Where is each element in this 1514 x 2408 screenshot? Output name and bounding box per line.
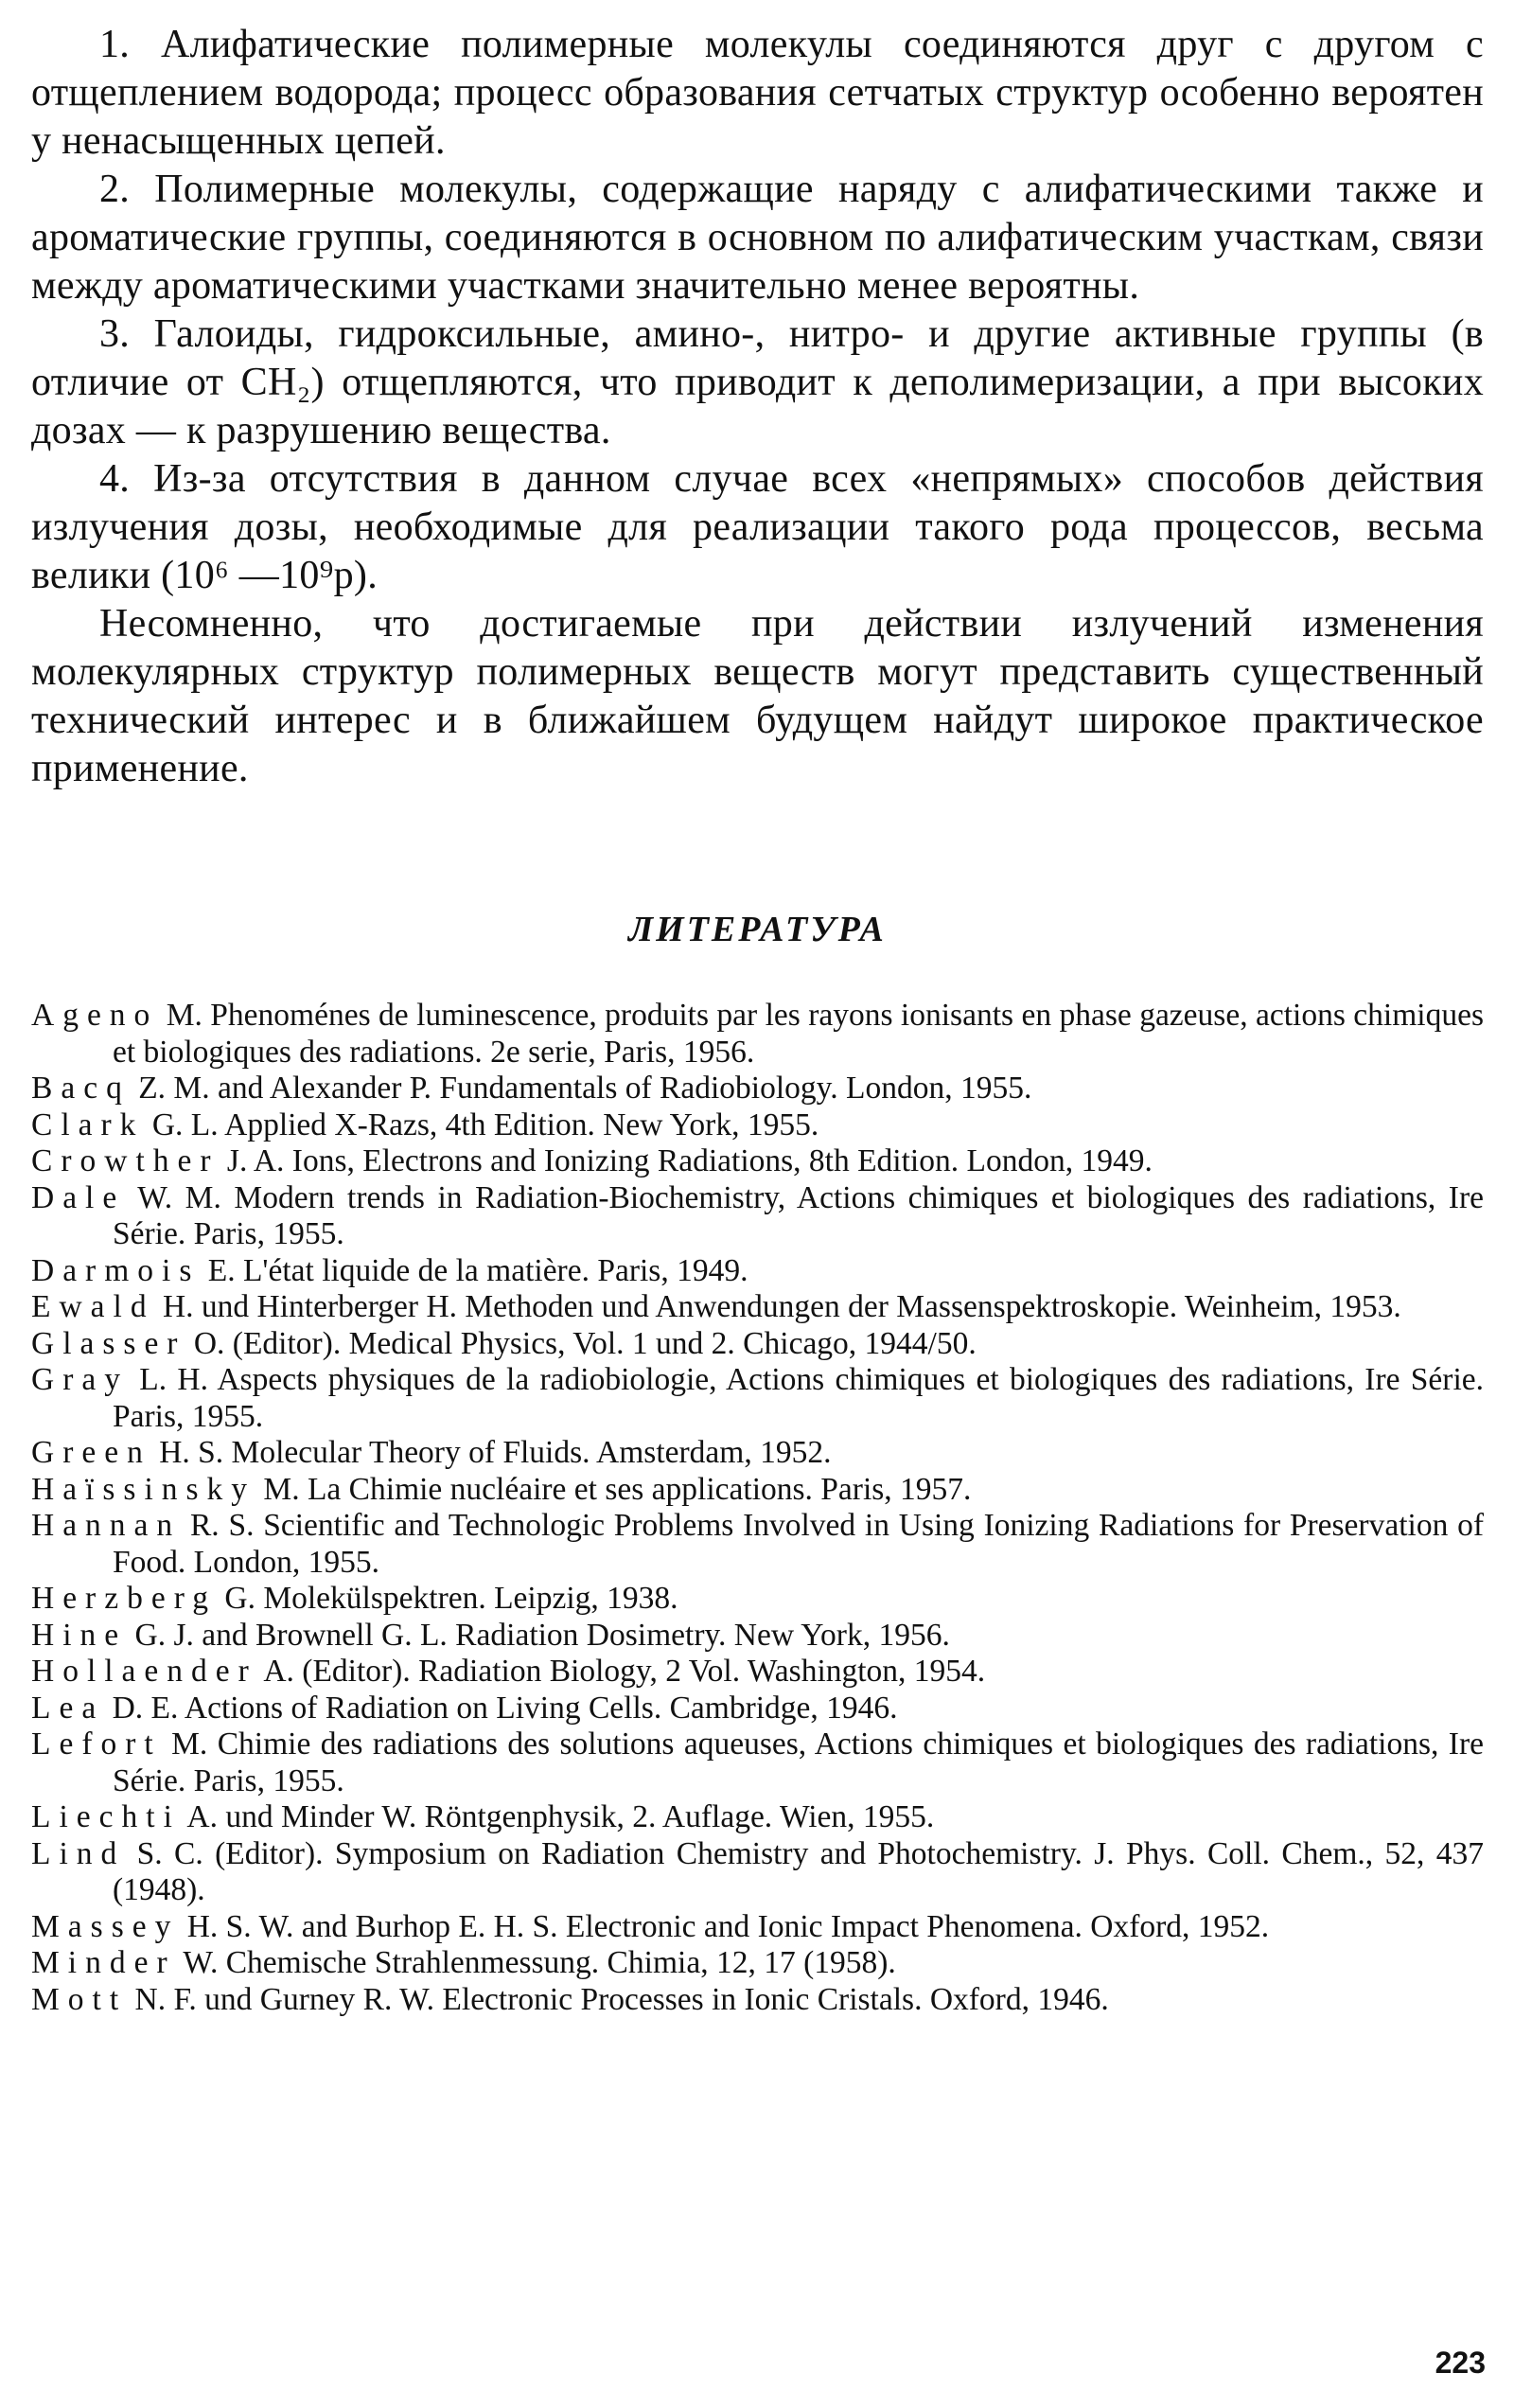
reference-item: [31, 1289, 1484, 1326]
reference-author: Herzberg: [31, 1581, 218, 1616]
reference-item: [31, 998, 1484, 1071]
reference-author: Green: [31, 1435, 151, 1470]
reference-item: [31, 1945, 1484, 1982]
reference-text: G. J. and Brownell G. L. Radiation Dosimetry. New York, 1956.: [127, 1617, 950, 1653]
reference-author: Hannan: [31, 1508, 182, 1543]
reference-item: [31, 1909, 1484, 1946]
reference-author: Bacq: [31, 1071, 131, 1106]
reference-text: O. (Editor). Medical Physics, Vol. 1 und 2. Chicago, 1944/50.: [185, 1325, 977, 1361]
page-content: [31, 21, 1484, 2018]
reference-item: [31, 1508, 1484, 1581]
reference-text: M. La Chimie nucléaire et ses applications. Paris, 1957.: [255, 1471, 972, 1507]
reference-text: H. S. W. and Burhop E. H. S. Electronic and Ionic Impact Phenomena. Oxford, 1952.: [179, 1908, 1270, 1944]
reference-text: W. M. Modern trends in Radiation-Biochemistry, Actions chimiques et biologiques des radiations, Ire Série. Paris, 1955.: [113, 1179, 1484, 1251]
reference-author: Dale: [31, 1179, 126, 1215]
reference-text: J. A. Ions, Electrons and Ionizing Radiations, 8th Edition. London, 1949.: [219, 1143, 1153, 1178]
reference-item: [31, 1654, 1484, 1691]
paragraph-2: 2. Полимерные молекулы, содержащие наряду с алифатическими также и ароматические группы, соединяются в основном по алифатическим участкам, связи между ароматическими участками значительно менее вероятны.: [31, 168, 1484, 308]
reference-item: [31, 1362, 1484, 1435]
reference-text: W. Chemische Strahlenmessung. Chimia, 12, 17 (1958).: [175, 1945, 896, 1980]
reference-item: [31, 1691, 1484, 1727]
paragraph-4: 4. Из-за отсутствия в данном случае всех «непрямых» способов действия излучения дозы, необходимые для реализации такого рода процессов, весьма велики (10⁶ —10⁹р).: [31, 457, 1484, 597]
reference-text: S. C. (Editor). Symposium on Radiation Chemistry and Photochemistry. J. Phys. Coll. Chem., 52, 437 (1948).: [113, 1835, 1484, 1907]
literature-title: ЛИТЕРАТУРА: [628, 910, 887, 949]
reference-author: Minder: [31, 1945, 176, 1980]
reference-item: [31, 1618, 1484, 1655]
reference-item: [31, 1253, 1484, 1290]
reference-text: A. (Editor). Radiation Biology, 2 Vol. Washington, 1954.: [256, 1654, 986, 1689]
reference-author: Haïssinsky: [31, 1471, 256, 1507]
reference-item: [31, 1836, 1484, 1909]
reference-author: Lefort: [31, 1726, 162, 1762]
reference-author: Lea: [31, 1690, 105, 1726]
reference-author: Massey: [31, 1908, 180, 1944]
reference-text: D. E. Actions of Radiation on Living Cells. Cambridge, 1946.: [104, 1690, 898, 1726]
reference-text: G. Molekülspektren. Leipzig, 1938.: [217, 1581, 678, 1616]
reference-author: Glasser: [31, 1325, 186, 1361]
reference-text: N. F. und Gurney R. W. Electronic Processes in Ionic Cristals. Oxford, 1946.: [127, 1981, 1109, 2017]
reference-author: Hollaender: [31, 1654, 257, 1689]
reference-author: Crowther: [31, 1143, 220, 1178]
reference-author: Mott: [31, 1981, 128, 2017]
paragraph-1: 1. Алифатические полимерные молекулы соединяются друг с другом с отщеплением водорода; процесс образования сетчатых структур особенно вероятен у ненасыщенных цепей.: [31, 23, 1484, 163]
reference-item: [31, 1726, 1484, 1799]
reference-author: Clark: [31, 1107, 145, 1142]
reference-text: E. L'état liquide de la matière. Paris, 1949.: [200, 1252, 748, 1288]
reference-item: [31, 1472, 1484, 1509]
reference-author: Gray: [31, 1362, 129, 1397]
reference-item: [31, 1326, 1484, 1363]
reference-text: H. und Hinterberger H. Methoden und Anwendungen der Massenspektroskopie. Weinheim, 1953.: [154, 1289, 1401, 1324]
reference-item: [31, 1435, 1484, 1472]
paragraph-3: 3. Галоиды, гидроксильные, амино-, нитро- и другие активные группы (в отличие от CH₂) отщепляются, что приводит к деполимеризации, а при высоких дозах — к разрушению вещества.: [31, 312, 1484, 452]
reference-item: [31, 1143, 1484, 1180]
reference-item: [31, 1180, 1484, 1253]
reference-list: [31, 998, 1484, 2018]
page-number: 223: [1435, 2346, 1486, 2380]
reference-text: G. L. Applied X-Razs, 4th Edition. New York, 1955.: [144, 1107, 819, 1142]
body-text: [31, 21, 1484, 793]
reference-text: A. und Minder W. Röntgenphysik, 2. Auflage. Wien, 1955.: [180, 1799, 935, 1834]
reference-author: Darmois: [31, 1252, 201, 1288]
reference-item: [31, 1071, 1484, 1107]
reference-item: [31, 1982, 1484, 2019]
reference-item: [31, 1581, 1484, 1618]
reference-author: Lind: [31, 1835, 126, 1871]
reference-author: Liechti: [31, 1799, 181, 1834]
reference-text: M. Phenoménes de luminescence, produits par les rayons ionisants en phase gazeuse, actions chimiques et biologiques des radiations. 2e serie, Paris, 1956.: [113, 998, 1484, 1070]
reference-text: Z. M. and Alexander P. Fundamentals of Radiobiology. London, 1955.: [130, 1071, 1032, 1106]
reference-text: R. S. Scientific and Technologic Problems Involved in Using Ionizing Radiations for Preservation of Food. London, 1955.: [113, 1508, 1484, 1580]
reference-item: [31, 1107, 1484, 1144]
reference-text: L. H. Aspects physiques de la radiobiologie, Actions chimiques et biologiques des radiations, Ire Série. Paris, 1955.: [113, 1362, 1484, 1434]
reference-author: Ewald: [31, 1289, 155, 1324]
reference-item: [31, 1799, 1484, 1836]
paragraph-5: Несомненно, что достигаемые при действии излучений изменения молекулярных структур полимерных веществ могут представить существенный технический интерес и в ближайшем будущем найдут широкое практическое применение.: [31, 602, 1484, 790]
reference-author: Ageno: [31, 998, 159, 1033]
reference-text: M. Chimie des radiations des solutions aqueuses, Actions chimiques et biologiques des radiations, Ire Série. Paris, 1955.: [113, 1726, 1484, 1798]
reference-author: Hine: [31, 1617, 128, 1653]
reference-text: H. S. Molecular Theory of Fluids. Amsterdam, 1952.: [150, 1435, 832, 1470]
